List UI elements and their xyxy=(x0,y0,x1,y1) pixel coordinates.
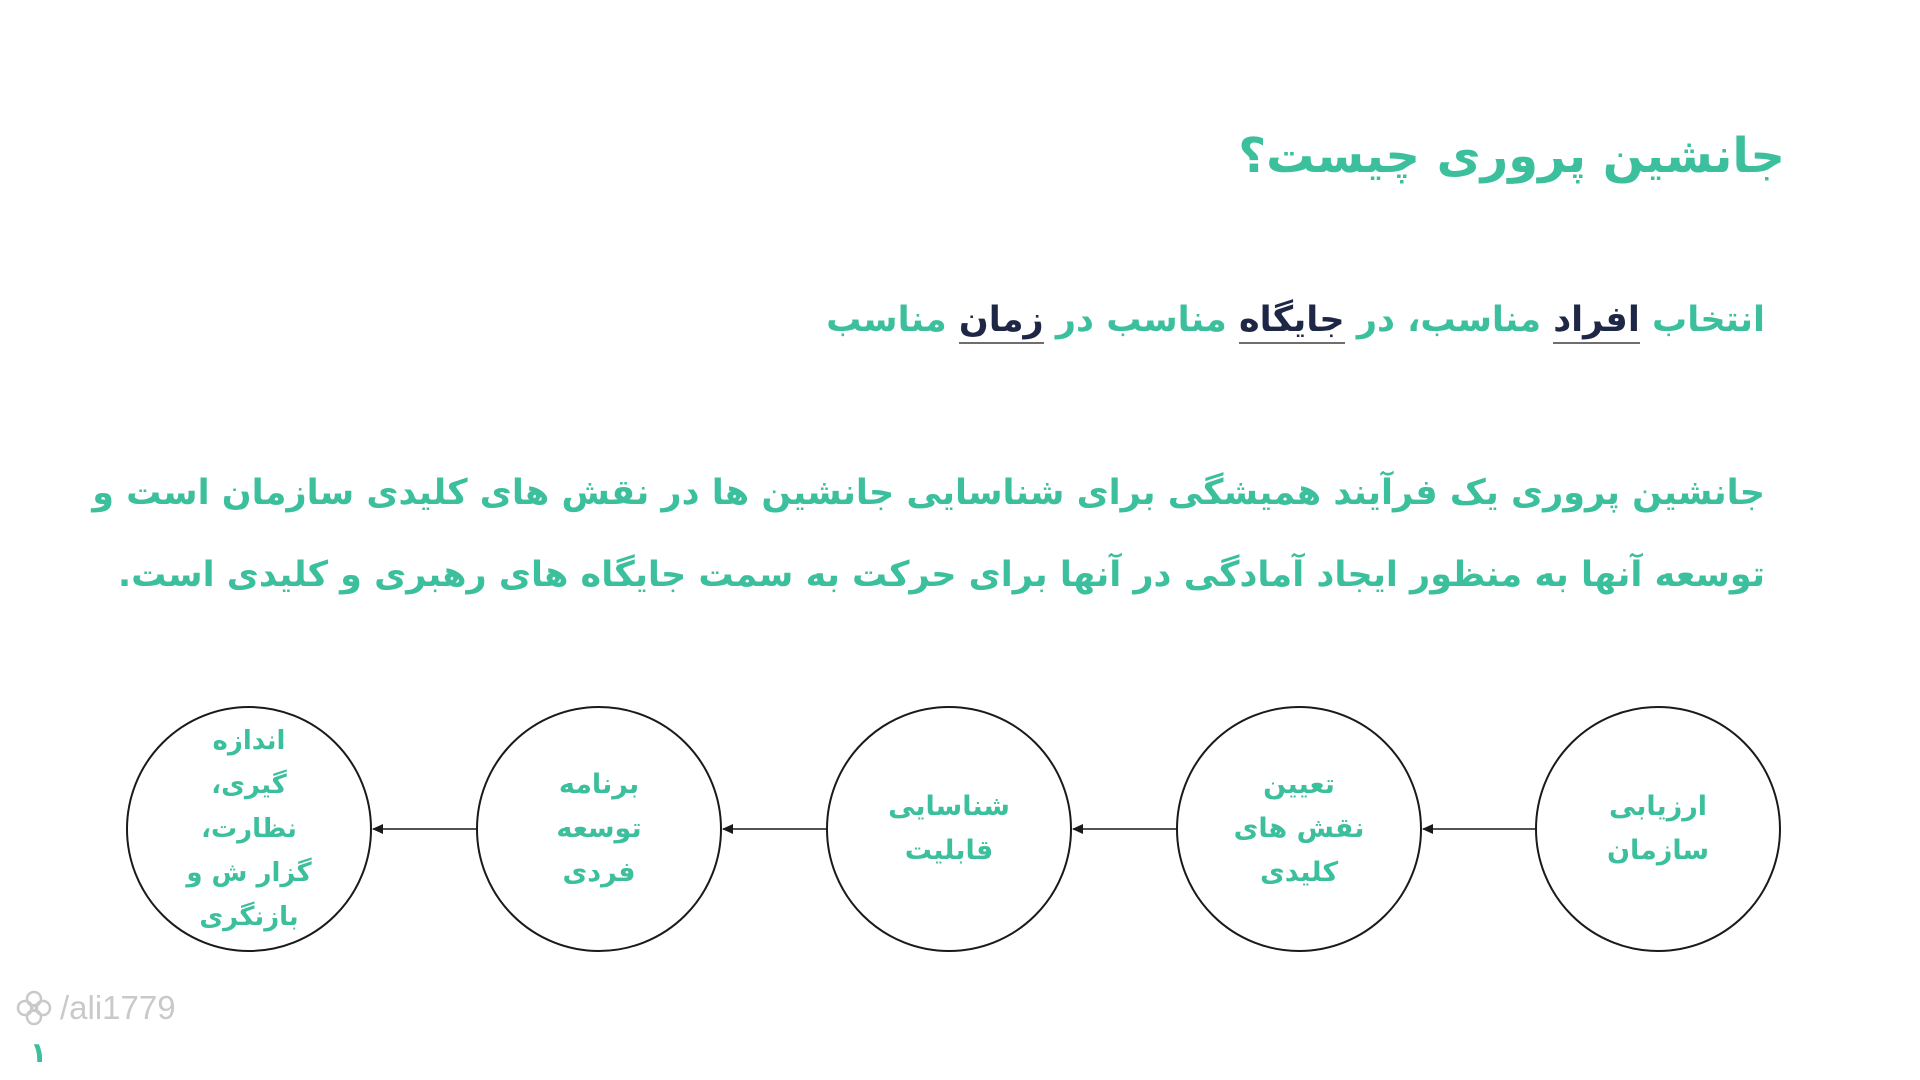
flow-step-5 xyxy=(127,703,371,955)
flow-step-label: ارزیابی سازمان xyxy=(1606,791,1710,866)
tagline-highlight-position: جایگاه xyxy=(1239,300,1345,344)
tagline-highlight-people: افراد xyxy=(1553,300,1640,344)
tagline-word: انتخاب xyxy=(1652,300,1765,340)
page-number: ۱ xyxy=(30,1036,48,1069)
watermark xyxy=(14,988,176,1028)
flow-step-label: تعیین نقش های کلیدی xyxy=(1233,769,1365,888)
slide-title: جانشین پروری چیست؟ xyxy=(1238,128,1785,184)
watermark-handle: /ali1779 xyxy=(60,989,176,1026)
flow-step-4 xyxy=(477,703,721,955)
tagline-highlight-time: زمان xyxy=(959,300,1044,344)
flow-step-2 xyxy=(1177,703,1421,955)
flow-step-3 xyxy=(827,703,1071,955)
flower-logo-icon xyxy=(14,988,54,1028)
definition-line: توسعه آنها به منظور ایجاد آمادگی در آنها برای حرکت به سمت جایگاه های رهبری و کلیدی است. xyxy=(117,555,1765,595)
flow-step-1 xyxy=(1536,703,1780,955)
flow-step-label: شناسایی قابلیت xyxy=(888,791,1010,866)
tagline-word: مناسب xyxy=(826,300,947,340)
definition-line: جانشین پروری یک فرآیند همیشگی برای شناسایی جانشین ها در نقش های کلیدی سازمان است و xyxy=(92,473,1765,513)
tagline-word: مناسب در xyxy=(1055,300,1227,340)
flow-step-label: برنامه توسعه فردی xyxy=(556,769,642,888)
flow-step-label: اندازه گیری، نظارت، گزار ش و بازنگری xyxy=(186,726,312,932)
tagline-word: مناسب، در xyxy=(1356,300,1541,340)
